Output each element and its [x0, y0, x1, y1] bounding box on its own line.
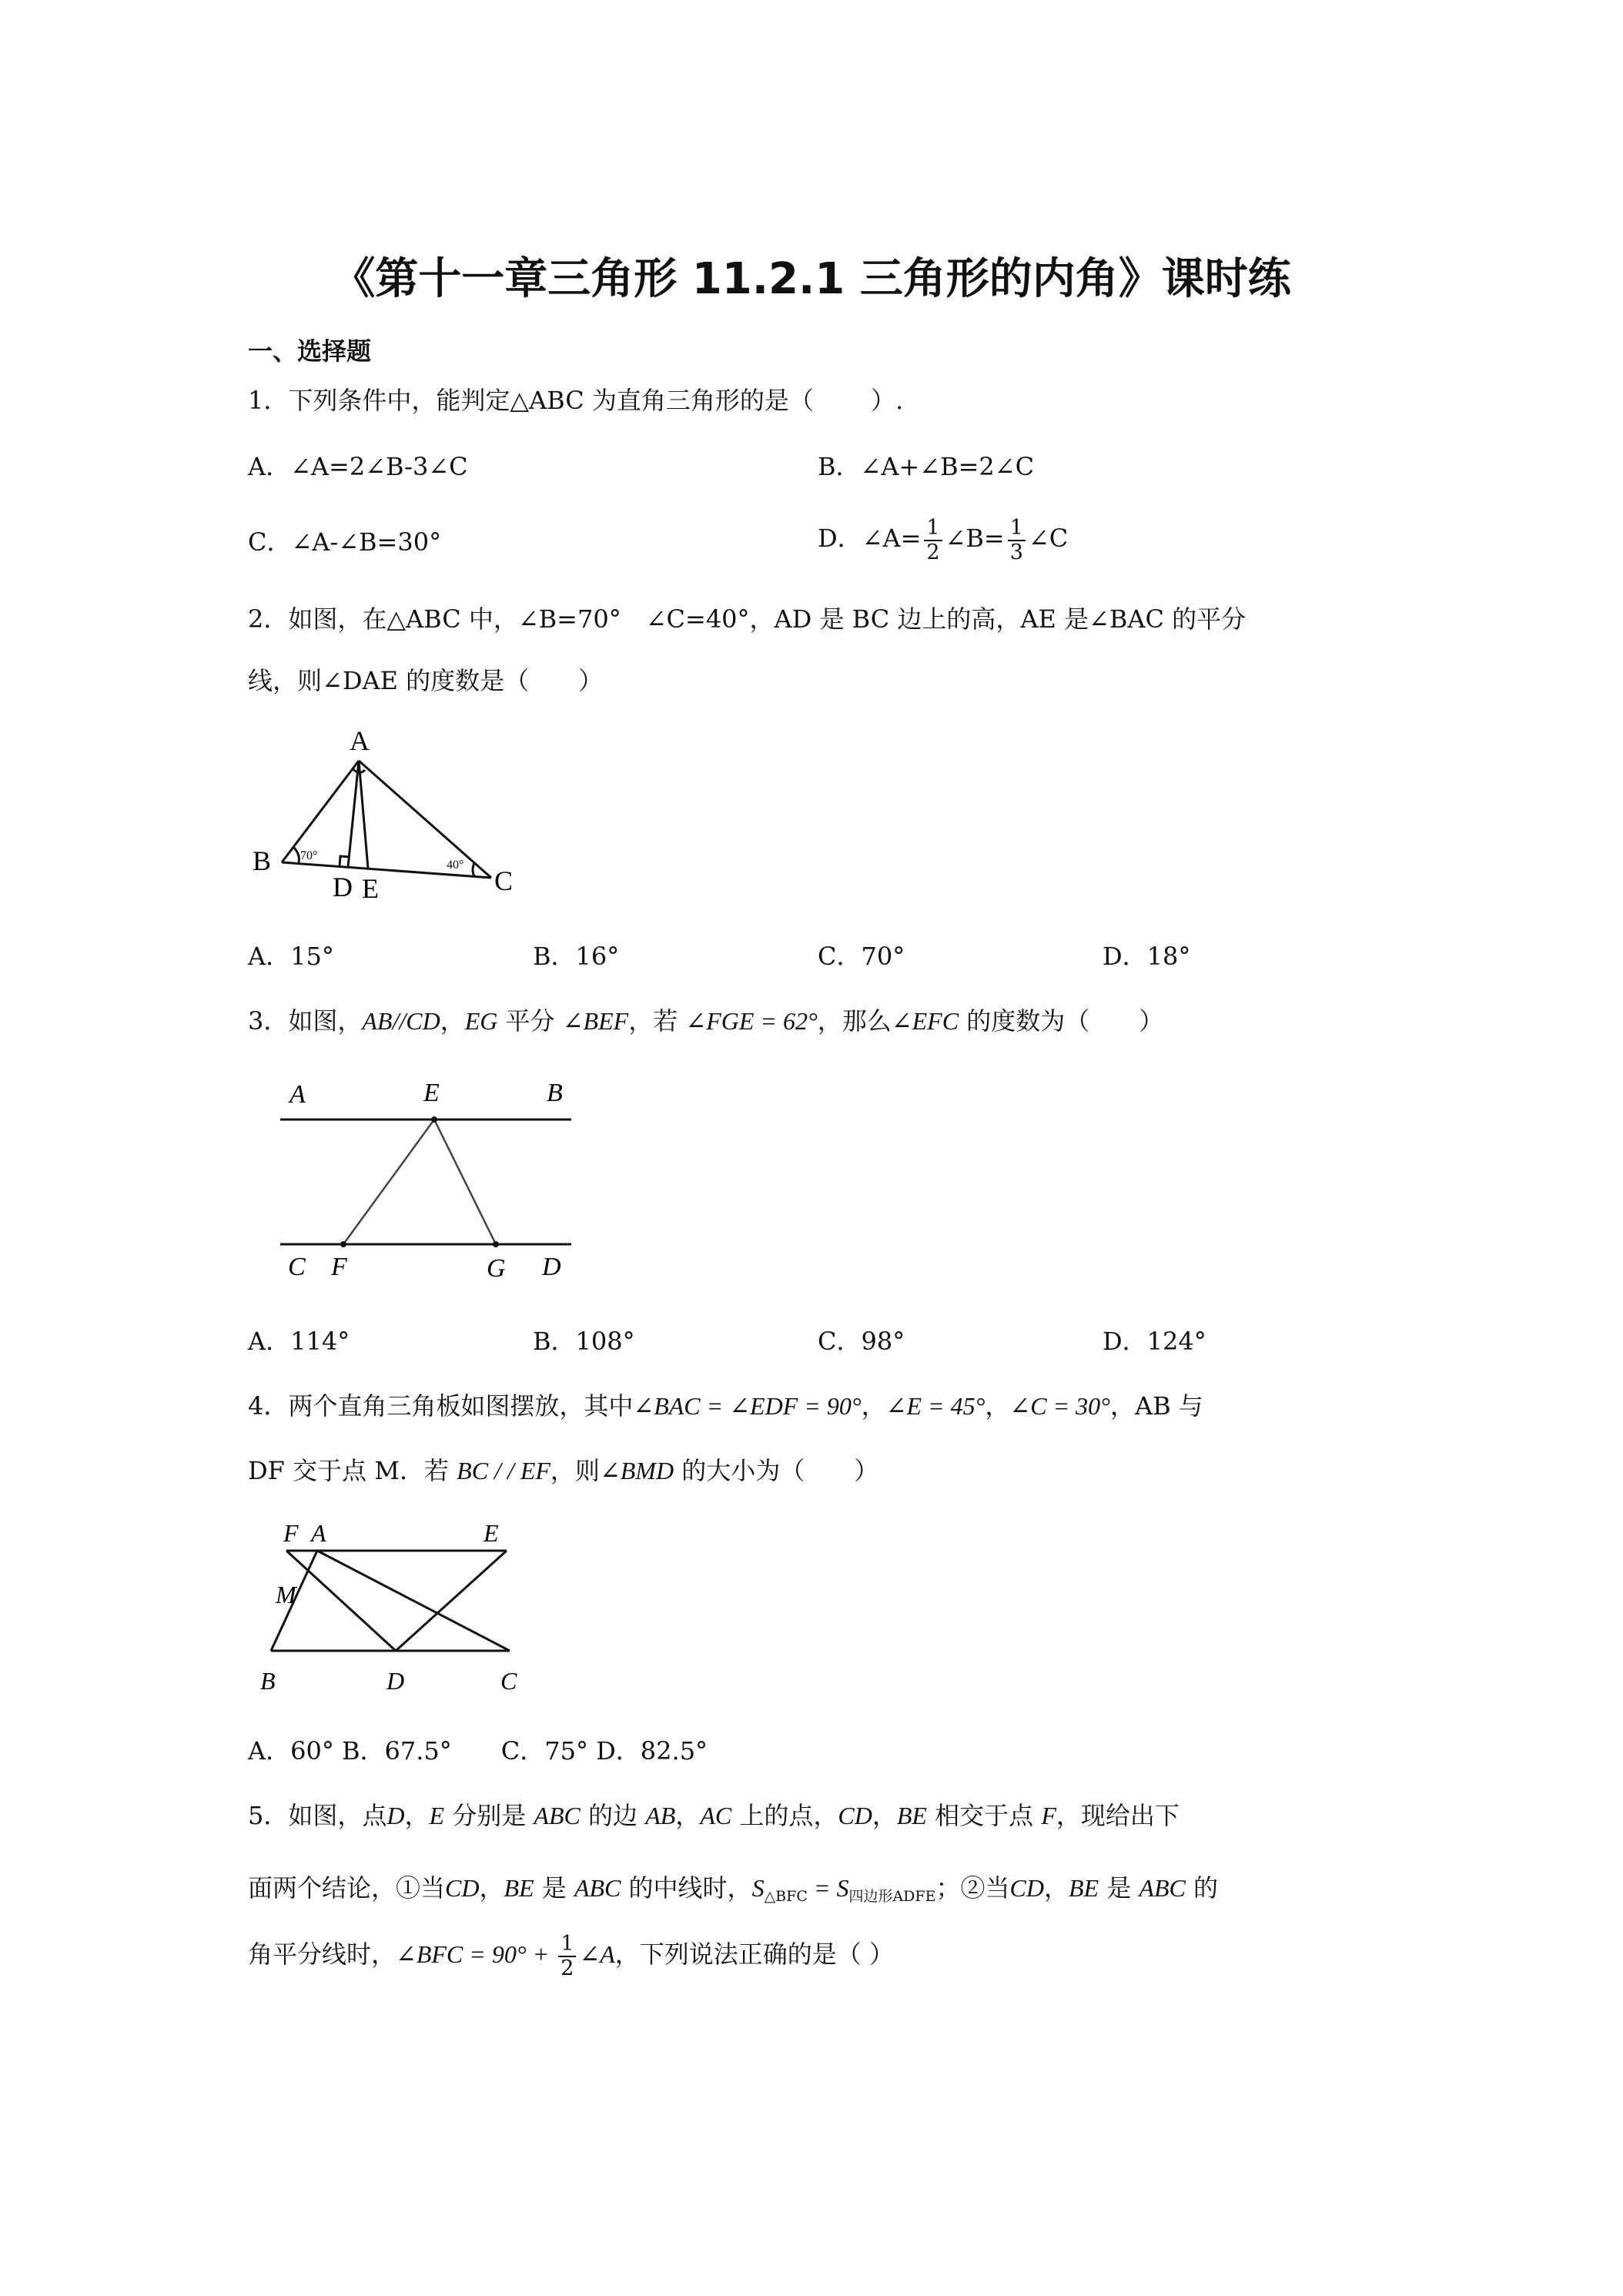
q3-stem — [248, 1006, 1163, 1036]
q3-label-a: A — [289, 1080, 306, 1109]
q2-side-ac — [359, 761, 491, 878]
q3-label-f: F — [331, 1253, 347, 1281]
q4-label-m: M — [276, 1581, 296, 1608]
q5-math-e: E — [429, 1802, 445, 1829]
q5-line-1 — [248, 1800, 1180, 1831]
q3-label-g: G — [487, 1254, 506, 1283]
q5-l2-s4: ；②当 — [935, 1873, 1010, 1903]
q5-l2-s7: 的 — [1185, 1873, 1219, 1903]
q3-parallel-lines-figure — [269, 1070, 577, 1294]
q1-d-fraction-1 — [924, 517, 942, 564]
q3-s3: ，若 — [628, 1006, 686, 1036]
q1-d-frac1-den: 2 — [926, 540, 940, 564]
q5-line-2 — [248, 1873, 1218, 1912]
q5-l2-s1: ， — [479, 1873, 504, 1903]
q5-l3-pre: 角平分线时， — [248, 1940, 397, 1969]
q2-altitude-ad — [348, 761, 359, 867]
q5-l1-s5: 上的点， — [731, 1801, 838, 1830]
q3-math-angle-bef: ∠BEF — [562, 1007, 629, 1035]
q4-l1-pre: 4．两个直角三角板如图摆放，其中 — [248, 1391, 634, 1421]
q5-area-s1: S — [751, 1874, 765, 1902]
q3-s5: 的度数为（ ） — [959, 1006, 1164, 1036]
section-heading: 一、选择题 — [248, 336, 372, 366]
q5-l2-be-2: BE — [1068, 1874, 1099, 1902]
q2-side-ab — [282, 761, 359, 862]
q3-s2: 平分 — [497, 1006, 563, 1036]
q5-math-f: F — [1041, 1802, 1056, 1829]
q2-label-angle-b: 70° — [300, 849, 318, 862]
q3-label-b: B — [547, 1079, 563, 1107]
q1-d-post: ∠C — [1028, 524, 1069, 553]
q4-label-e: E — [484, 1519, 499, 1547]
q3-option-c[interactable]: C．98° — [818, 1327, 905, 1356]
q4-l2-s1: ，则 — [550, 1456, 600, 1485]
q1-option-a[interactable]: A．∠A=2∠B-3∠C — [248, 452, 468, 481]
q3-math-eg: EG — [464, 1007, 498, 1035]
q4-l1-s1: ， — [861, 1391, 886, 1421]
q5-l1-s1: ， — [404, 1801, 430, 1830]
q2-triangle-figure — [246, 716, 524, 901]
q5-l1-s7: 相交于点 — [926, 1801, 1042, 1830]
q4-label-c: C — [500, 1667, 517, 1695]
q5-l1-pre: 5．如图，点 — [248, 1801, 387, 1830]
q4-set-squares-figure — [246, 1509, 539, 1702]
q3-s4: ，那么 — [817, 1006, 892, 1036]
q4-math-right-angles: ∠BAC = ∠EDF = 90° — [633, 1392, 862, 1420]
q3-pre: 3．如图， — [248, 1006, 363, 1036]
q2-option-c[interactable]: C．70° — [818, 942, 905, 971]
q5-l3-angle-a: ∠A — [579, 1940, 615, 1968]
q3-segment-eg — [434, 1120, 496, 1244]
q2-label-e: E — [362, 873, 379, 901]
q5-l2-s2: 是 — [534, 1873, 574, 1903]
q4-l2-pre: DF 交于点 M．若 — [248, 1456, 457, 1485]
page-title: 《第十一章三角形 11.2.1 三角形的内角》课时练 — [332, 254, 1291, 304]
q3-label-c: C — [288, 1253, 306, 1281]
q2-label-b: B — [253, 845, 272, 876]
q1-option-d[interactable] — [818, 511, 1068, 565]
q1-d-frac1-num: 1 — [924, 517, 942, 541]
q4-math-angle-e: ∠E = 45° — [885, 1392, 986, 1420]
q4-options[interactable]: A．60° B．67.5° C．75° D．82.5° — [248, 1736, 708, 1766]
q5-l2-s3: 的中线时， — [621, 1873, 752, 1903]
q4-l1-s2: ， — [985, 1391, 1010, 1421]
q3-option-d[interactable]: D．124° — [1103, 1327, 1206, 1356]
q5-l2-abc: ABC — [574, 1874, 621, 1902]
q5-l2-s6: 是 — [1099, 1873, 1139, 1903]
q5-math-abc: ABC — [534, 1802, 581, 1829]
q3-option-a[interactable]: A．114° — [248, 1327, 350, 1356]
q4-line-1 — [248, 1391, 1203, 1421]
q4-l1-s3: ，AB 与 — [1109, 1391, 1203, 1421]
q5-l3-frac-den: 2 — [561, 1956, 574, 1980]
q5-l1-s2: 分别是 — [444, 1801, 534, 1830]
q5-l3-angle-bfc: ∠BFC = 90° + — [396, 1940, 556, 1968]
q2-label-a: A — [350, 725, 370, 756]
q5-math-d: D — [387, 1802, 405, 1829]
q4-label-f: F — [283, 1519, 299, 1547]
q2-option-b[interactable]: B．16° — [533, 942, 620, 971]
q1-d-frac2-den: 3 — [1009, 540, 1023, 564]
q5-area-s2: S — [836, 1874, 849, 1902]
q2-line-1: 2．如图，在△ABC 中，∠B=70° ∠C=40°，AD 是 BC 边上的高，AE 是∠BAC 的平分 — [248, 604, 1247, 634]
q5-l2-be: BE — [504, 1874, 534, 1902]
q4-label-b: B — [260, 1667, 276, 1695]
q3-label-d: D — [542, 1253, 561, 1281]
q3-math-parallel: AB//CD — [362, 1007, 440, 1035]
q4-math-angle-bmd: ∠BMD — [599, 1457, 674, 1484]
q3-label-e: E — [423, 1079, 440, 1107]
q3-point-g — [493, 1241, 499, 1247]
q1-option-c[interactable]: C．∠A-∠B=30° — [248, 527, 442, 557]
q4-l2-s2: 的大小为（ ） — [674, 1456, 879, 1485]
q4-label-d: D — [387, 1667, 405, 1695]
q2-bisector-ae — [359, 761, 368, 869]
q5-l3-post: ，下列说法正确的是（ ） — [614, 1940, 894, 1969]
q1-d-mid: ∠B= — [945, 524, 1005, 553]
q1-stem: 1．下列条件中，能判定△ABC 为直角三角形的是（ ）. — [248, 386, 904, 415]
q3-point-f — [340, 1241, 346, 1247]
q3-s1: ， — [440, 1006, 465, 1036]
q1-d-frac2-num: 1 — [1008, 517, 1026, 541]
q3-option-b[interactable]: B．108° — [533, 1327, 635, 1356]
q5-l1-s4: ， — [675, 1801, 701, 1830]
q5-l2-cd: CD — [445, 1874, 480, 1902]
q2-label-d: D — [333, 872, 353, 901]
q3-segment-ef — [343, 1120, 434, 1244]
q5-math-ac: AC — [700, 1802, 732, 1829]
q5-area-eq: = — [807, 1874, 837, 1902]
q2-label-c: C — [494, 865, 514, 896]
q3-math-angle-efc: ∠EFC — [891, 1007, 959, 1035]
q5-l1-s8: ，现给出下 — [1056, 1801, 1180, 1830]
q5-l2-s5: ， — [1043, 1873, 1069, 1903]
q1-d-prefix: D．∠A= — [818, 524, 922, 553]
q4-math-parallel: BC / / EF — [457, 1457, 550, 1484]
q5-l2-pre: 面两个结论，①当 — [248, 1873, 446, 1903]
q5-l3-frac-num: 1 — [558, 1933, 576, 1957]
q5-math-cd: CD — [838, 1802, 872, 1829]
q2-angle-c-arc — [473, 863, 474, 876]
q5-area-sub-adfe: 四边形ADFE — [848, 1888, 936, 1905]
q4-segment-fd — [286, 1551, 396, 1651]
q2-angle-b-arc — [294, 848, 299, 862]
q3-math-angle-fge: ∠FGE = 62° — [685, 1007, 818, 1035]
q5-math-ab: AB — [645, 1802, 676, 1829]
q1-d-fraction-2 — [1008, 517, 1026, 564]
q5-l2-cd-2: CD — [1009, 1874, 1044, 1902]
q5-l3-fraction — [558, 1933, 576, 1980]
q1-option-b[interactable]: B．∠A+∠B=2∠C — [818, 452, 1035, 481]
q3-point-e — [431, 1116, 437, 1123]
q5-l1-s3: 的边 — [580, 1801, 646, 1830]
q5-l1-s6: ， — [872, 1801, 897, 1830]
q5-line-3 — [248, 1925, 894, 1983]
q2-option-a[interactable]: A．15° — [248, 942, 334, 971]
q4-math-angle-c: ∠C = 30° — [1009, 1392, 1110, 1420]
q4-label-a: A — [311, 1519, 326, 1547]
q4-line-2 — [248, 1455, 878, 1486]
q2-line-2: 线，则∠DAE 的度数是（ ） — [248, 666, 604, 695]
q5-math-be: BE — [896, 1802, 927, 1829]
q2-option-d[interactable]: D．18° — [1103, 942, 1191, 971]
q5-area-sub-bfc: △BFC — [764, 1888, 808, 1905]
q2-label-angle-c: 40° — [447, 858, 464, 872]
q5-l2-abc-2: ABC — [1139, 1874, 1186, 1902]
